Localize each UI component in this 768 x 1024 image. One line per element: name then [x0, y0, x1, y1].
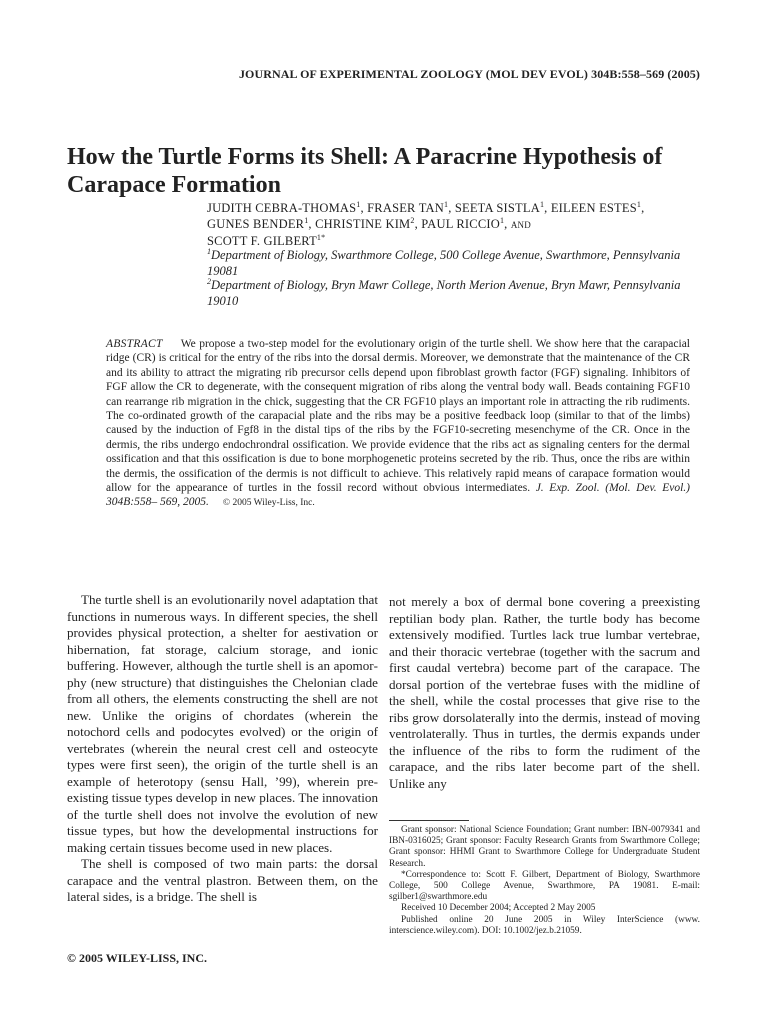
article-title: How the Turtle Forms its Shell: A Paracrine Hypothesis of Carapace Formation [67, 144, 663, 198]
footnotes [389, 825, 700, 937]
journal-header: JOURNAL OF EXPERIMENTAL ZOOLOGY (MOL DEV EVOL) 304B:558–569 (2005) [238, 67, 700, 81]
author-sep: , [414, 217, 422, 231]
author-name: JUDITH CEBRA-THOMAS [207, 201, 357, 215]
author-name: FRASER TAN [367, 201, 444, 215]
body-column-right [389, 594, 700, 792]
author-name: SEETA SISTLA [454, 201, 540, 215]
affiliation-text: Department of Biology, Bryn Mawr College, North Merion Avenue, Bryn Mawr, Pennsylvania 19010 [207, 278, 681, 308]
author-sep: , [360, 201, 368, 215]
body-paragraph: not merely a box of dermal bone covering a preexisting reptilian body plan. Rather, the turtle body has become extensively modified. Turtles lack true lumbar vertebrae, and their thoracic vertebrae (together with the sacrum and first caudal vertebra) become part of the carapace. The dorsal portion of the vertebrae fuses with the midline of the shell, while the costal processes that give rise to the ribs grow dorsolaterally into the dermis, instead of moving ventrolaterally. Thus in turtles, the dermis expands under the influence of the ribs to form the rudiment of the carapace, and the ribs later become part of the shell. Unlike any [389, 594, 700, 791]
body-paragraph: The shell is composed of two main parts: the dorsal carapace and the ventral plastron. Between them, on the lateral sides, is a bridge. The shell is [67, 856, 378, 904]
author-name: SCOTT F. GILBERT [207, 234, 317, 248]
author-sup: 1 [636, 199, 642, 209]
author-name: EILEEN ESTES [550, 201, 637, 215]
author-sep: , [308, 217, 316, 231]
body-paragraph: The turtle shell is an evolutionarily novel adaptation that functions in numerous ways. In different species, the shell provides physical protection, a shelter for aestivation or hibernation, fat storage, calcium storage, and ionic buffering. However, although the turtle shell is an apomorphy (new structure) that distinguishes the Chelonian clade from all others, the elements constructing the shell are not new. Unlike the origins of chordates (wherein the notochord cells and podocytes evolved) or the origin of vertebrates (wherein the neural crest cell and osteocyte types were first seen), the origin of the turtle shell is an example of heterotopy (sensu Hall, ’99), wherein pre-existing tissue types develop in new places. The innovation of the turtle shell does not involve the evolution of new tissue types, but how the developmental instructions for making certain tissues become used in new places. [67, 592, 378, 855]
author-sup: 1 [304, 215, 309, 225]
author-sup: 1* [316, 232, 326, 242]
abstract-label: ABSTRACT [106, 338, 163, 350]
page-footer-copyright: © 2005 WILEY-LISS, INC. [67, 951, 208, 965]
body-column-left [67, 592, 378, 906]
author-sup: 1 [356, 199, 361, 209]
author-sup: 2 [410, 215, 415, 225]
author-sep: , [504, 217, 511, 231]
affiliation-sup: 2 [207, 276, 211, 286]
affiliation-2 [207, 277, 707, 309]
footnote-received: Received 10 December 2004; Accepted 2 May 2005 [401, 903, 596, 914]
author-list [207, 200, 707, 249]
author-sep: , [448, 201, 455, 215]
footnote-correspondence: *Correspondence to: Scott F. Gilbert, Department of Biology, Swarthmore College, 500 College Avenue, Swarthmore, PA 19081. E-mail: sgilber1@swarthmore.edu [389, 869, 700, 903]
author-sep: , [641, 201, 645, 215]
abstract-copyright: © 2005 Wiley-Liss, Inc. [222, 498, 315, 509]
affiliation-sup: 1 [207, 246, 211, 256]
abstract-text: We propose a two-step model for the evolutionary origin of the turtle shell. We show here that the carapacial ridge (CR) is critical for the entry of the ribs into the dorsal dermis. Moreover, we demonstrate that the maintenance of the CR and its ability to attract the migrating rib precursor cells depend upon fibroblast growth factor (FGF) signaling. Inhibitors of FGF allow the CR to degenerate, with the consequent migration of ribs along the ventral body wall. Beads containing FGF10 can rearrange rib migration in the chick, suggesting that the CR FGF10 plays an important role in attracting the rib rudiments. The co-ordinated growth of the carapacial plate and the ribs may be a positive feedback loop (similar to that of the limbs) caused by the induction of Fgf8 in the distal tips of the ribs by the FGF10-secreting mesenchyme of the CR. Once in the dermis, the ribs undergo endochrondral ossification. We provide evidence that the ribs act as signaling centers for the dermal ossification and that this ossification is due to bone morphogenetic proteins secreted by the rib. Thus, once the ribs are within the dermis, the ossification of the dermis is not difficult to achieve. This relatively rapid means of carapace formation would allow for the appearance of turtles in the fossil record without obvious intermediates. [106, 338, 690, 495]
abstract-citation: J. Exp. Zool. (Mol. Dev. Evol.) 304B:558– 569, 2005. [106, 482, 691, 509]
footnote-grant: Grant sponsor: National Science Foundation; Grant number: IBN-0079341 and IBN-0316025; Grant sponsor: Faculty Research Grants from Swarthmore College; Grant sponsor: HHMI Grant to Swarthmore College for Undergraduate Student Research. [389, 825, 700, 869]
author-sup: 1 [539, 199, 545, 209]
author-sup: 1 [499, 215, 505, 225]
footnote-rule [389, 820, 469, 821]
author-sep: , [544, 201, 551, 215]
author-sup: 1 [444, 199, 449, 209]
footnote-published: Published online 20 June 2005 in Wiley InterScience (www. interscience.wiley.com). DOI: 10.1002/jez.b.21059. [389, 914, 700, 936]
affiliation-text: Department of Biology, Swarthmore College, 500 College Avenue, Swarthmore, Pennsylvania 19081 [207, 248, 681, 278]
author-name: GUNES BENDER [207, 217, 305, 231]
abstract [106, 337, 690, 511]
author-and: AND [510, 220, 531, 230]
author-name: PAUL RICCIO [421, 217, 500, 231]
author-name: CHRISTINE KIM [315, 217, 411, 231]
affiliation-1 [207, 247, 707, 279]
